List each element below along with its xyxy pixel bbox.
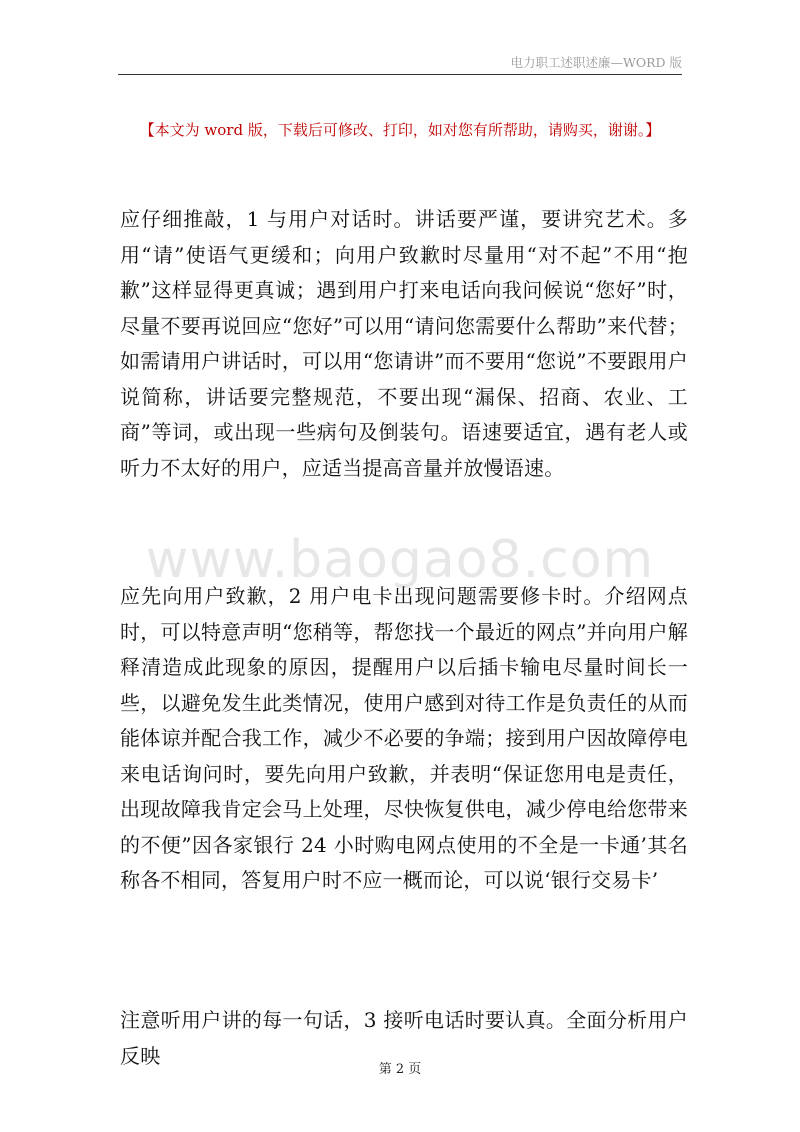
purchase-notice: 【本文为 word 版，下载后可修改、打印，如对您有所帮助，请购买，谢谢。】 [139, 121, 661, 139]
page-number: 第 2 页 [378, 1062, 422, 1077]
paragraph-2: 应先向用户致歉，2 用户电卡出现问题需要修卡时。介绍网点时，可以特意声明“您稍等，帮您找一个最近的网点”并向用户解释清造成此现象的原因，提醒用户以后插卡输电尽量时间长一些，以避免发生此类情况，使用户感到对待工作是负责任的从而能体谅并配合我工作，减少不必要的争端；接到用户因故障停电来电话询问时，要先向用户致歉，并表明“保证您用电是责任，出现故障我肯定会马上处理，尽快恢复供电，减少停电给您带来的不便”因各家银行 24 小时购电网点使用的不全是一卡通’其名称各不相同，答复用户时不应一概而论，可以说‘银行交易卡’ [120, 584, 688, 892]
paragraph-3: 注意听用户讲的每一句话，3 接听电话时要认真。全面分析用户反映 [120, 1008, 688, 1068]
paragraph-1: 应仔细推敲，1 与用户对话时。讲话要严谨，要讲究艺术。多用“请”使语气更缓和；向用户致歉时尽量用“对不起”不用“抱歉”这样显得更真诚；遇到用户打来电话向我问候说“您好”时，尽量不要再说回应“您好”可以用“请问您需要什么帮助”来代替；如需请用户讲话时，可以用“您请讲”而不要用“您说”不要跟用户说简称，讲话要完整规范，不要出现“漏保、招商、农业、工商”等词，或出现一些病句及倒装句。语速要适宜，遇有老人或听力不太好的用户，应适当提高音量并放慢语速。 [120, 207, 688, 480]
header-title: 电力职工述职述廉—WORD 版 [510, 55, 682, 70]
page-header [118, 52, 682, 75]
watermark: www.baogao8.com [145, 530, 655, 590]
